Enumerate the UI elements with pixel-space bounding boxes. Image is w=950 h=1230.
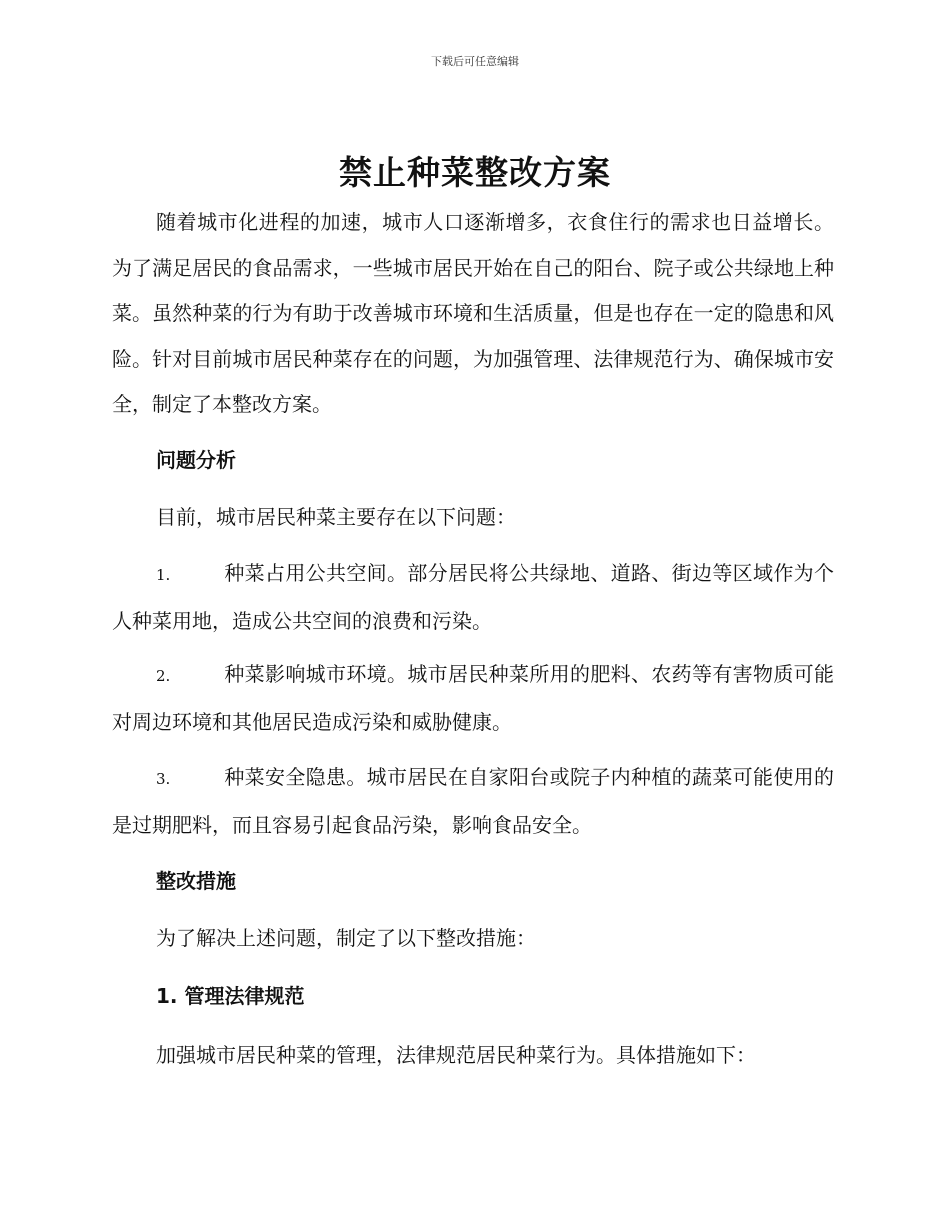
list-item-text: 种菜影响城市环境。城市居民种菜所用的肥料、农药等有害物质可能对周边环境和其他居民造成污染和威胁健康。 bbox=[112, 662, 834, 734]
header-note: 下载后可任意编辑 bbox=[431, 55, 519, 68]
list-item-text: 种菜安全隐患。城市居民在自家阳台或院子内种植的蔬菜可能使用的是过期肥料，而且容易引起食品污染，影响食品安全。 bbox=[112, 765, 834, 837]
list-item-text: 种菜占用公共空间。部分居民将公共绿地、道路、街边等区域作为个人种菜用地，造成公共空间的浪费和污染。 bbox=[112, 561, 834, 633]
list-item-number: 1. bbox=[156, 566, 171, 584]
section-lead-problems: 目前，城市居民种菜主要存在以下问题： bbox=[156, 505, 516, 529]
list-item-number: 2. bbox=[156, 667, 171, 685]
sub-section-text: 加强城市居民种菜的管理，法律规范居民种菜行为。具体措施如下： bbox=[156, 1043, 756, 1067]
document-title: 禁止种菜整改方案 bbox=[339, 153, 611, 192]
list-item-number: 3. bbox=[156, 770, 171, 788]
list-item bbox=[112, 551, 834, 644]
list-item bbox=[112, 755, 834, 848]
section-lead-measures: 为了解决上述问题，制定了以下整改措施： bbox=[156, 926, 536, 950]
list-item bbox=[112, 652, 834, 745]
intro-paragraph: 随着城市化进程的加速，城市人口逐渐增多，衣食住行的需求也日益增长。为了满足居民的食品需求，一些城市居民开始在自己的阳台、院子或公共绿地上种菜。虽然种菜的行为有助于改善城市环境和生活质量，但是也存在一定的隐患和风险。针对目前城市居民种菜存在的问题，为加强管理、法律规范行为、确保城市安全，制定了本整改方案。 bbox=[112, 210, 834, 416]
section-heading-rectification: 整改措施 bbox=[156, 869, 236, 893]
section-heading-problem-analysis: 问题分析 bbox=[156, 448, 236, 472]
sub-heading-legal-management: 1. 管理法律规范 bbox=[156, 984, 305, 1008]
